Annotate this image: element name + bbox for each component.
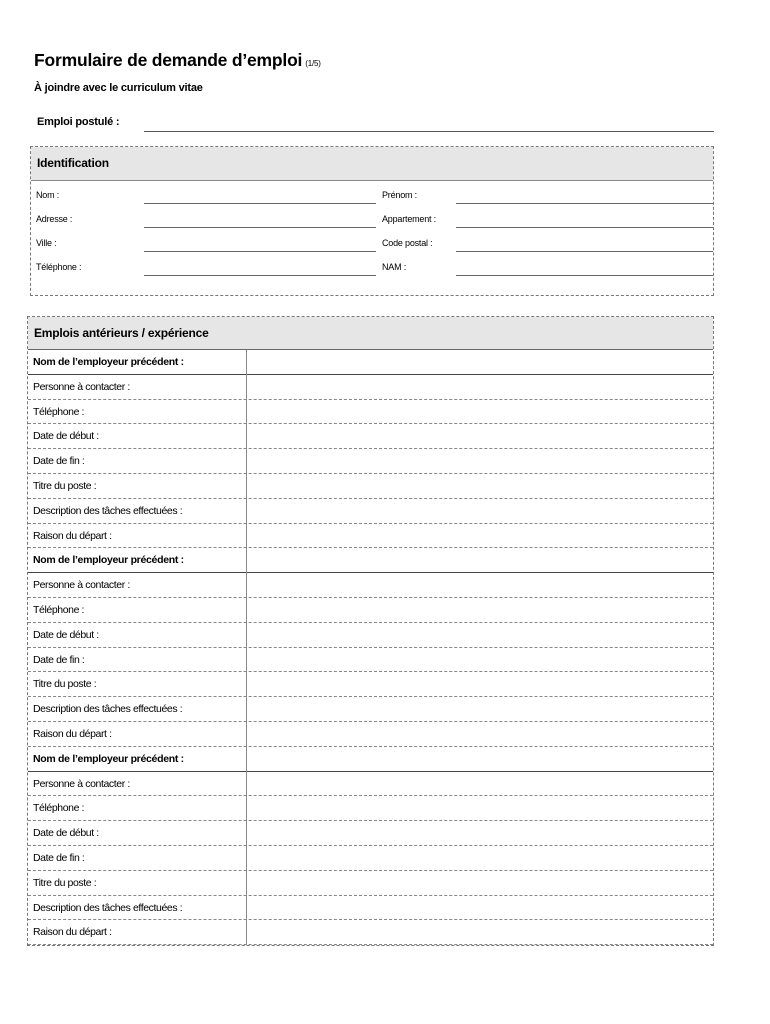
employment-field-row[interactable] (28, 772, 713, 797)
employment-field-label: Personne à contacter : (33, 579, 130, 592)
employment-field-label: Raison du départ : (33, 727, 112, 740)
employment-field-row[interactable] (28, 449, 713, 474)
employment-field-label: Date de début : (33, 827, 99, 840)
employment-field-label: Date de fin : (33, 455, 85, 468)
employment-field-row[interactable] (28, 672, 713, 697)
employer-label: Nom de l’employeur précédent : (33, 554, 184, 567)
employer-label: Nom de l’employeur précédent : (33, 356, 184, 368)
identification-left-field[interactable] (144, 203, 376, 204)
employment-field-label: Date de début : (33, 430, 99, 443)
identification-left-field[interactable] (144, 227, 376, 228)
employment-field-row[interactable] (28, 623, 713, 648)
employment-field-row[interactable] (28, 821, 713, 846)
identification-right-field[interactable] (456, 227, 713, 228)
employment-field-label: Téléphone : (33, 603, 85, 616)
employment-field-label: Téléphone : (33, 802, 85, 815)
employment-field-row[interactable] (28, 697, 713, 722)
employment-field-row[interactable] (28, 499, 713, 524)
employment-field-row[interactable] (28, 796, 713, 821)
employment-heading: Emplois antérieurs / expérience (28, 317, 713, 350)
employment-field-row[interactable] (28, 648, 713, 673)
page-indicator: (1/5) (305, 59, 321, 68)
employment-field-row[interactable] (28, 722, 713, 747)
employment-field-label: Titre du poste : (33, 876, 97, 889)
employment-field-row[interactable] (28, 896, 713, 921)
page-subtitle: À joindre avec le curriculum vitae (34, 82, 203, 94)
identification-right-label: Prénom : (382, 190, 417, 200)
employment-field-label: Titre du poste : (33, 678, 97, 691)
identification-right-field[interactable] (456, 251, 713, 252)
job-applied-label: Emploi postulé : (37, 116, 120, 128)
employment-field-label: Personne à contacter : (33, 777, 130, 790)
title-text: Formulaire de demande d’emploi (34, 50, 303, 70)
employment-rows (28, 350, 713, 945)
employment-field-row[interactable] (28, 846, 713, 871)
identification-left-field[interactable] (144, 251, 376, 252)
employment-field-row[interactable] (28, 524, 713, 549)
employment-field-label: Raison du départ : (33, 529, 112, 542)
employment-field-row[interactable] (28, 424, 713, 449)
employment-field-label: Date de fin : (33, 653, 85, 666)
employment-field-row[interactable] (28, 573, 713, 598)
identification-left-field[interactable] (144, 275, 376, 276)
identification-heading: Identification (31, 147, 713, 181)
employment-field-label: Téléphone : (33, 405, 85, 418)
employment-column-divider (246, 350, 247, 945)
identification-left-label: Téléphone : (36, 262, 82, 272)
identification-right-field[interactable] (456, 275, 713, 276)
employer-label: Nom de l’employeur précédent : (33, 752, 184, 765)
identification-left-label: Ville : (36, 238, 57, 248)
employment-field-label: Titre du poste : (33, 479, 97, 492)
employment-field-label: Date de fin : (33, 851, 85, 864)
identification-right-label: Appartement : (382, 214, 436, 224)
employment-field-label: Raison du départ : (33, 926, 112, 939)
employment-field-row[interactable] (28, 920, 713, 945)
page-title (34, 50, 321, 71)
identification-left-label: Adresse : (36, 214, 73, 224)
employment-field-row[interactable] (28, 598, 713, 623)
employer-row[interactable] (28, 747, 713, 772)
employment-field-label: Personne à contacter : (33, 380, 130, 393)
employment-section (27, 316, 714, 946)
identification-left-label: Nom : (36, 190, 60, 200)
identification-right-label: NAM : (382, 262, 407, 272)
job-applied-field[interactable] (144, 131, 714, 132)
identification-right-label: Code postal : (382, 238, 433, 248)
identification-section (30, 146, 714, 296)
identification-right-field[interactable] (456, 203, 713, 204)
job-applied-row (34, 114, 714, 132)
employment-field-row[interactable] (28, 375, 713, 400)
employment-field-label: Description des tâches effectuées : (33, 504, 183, 517)
employment-field-label: Description des tâches effectuées : (33, 901, 183, 914)
employment-field-label: Description des tâches effectuées : (33, 703, 183, 716)
employment-field-row[interactable] (28, 400, 713, 425)
employment-field-label: Date de début : (33, 628, 99, 641)
employer-row[interactable] (28, 548, 713, 573)
employer-row[interactable] (28, 350, 713, 375)
employment-field-row[interactable] (28, 474, 713, 499)
employment-field-row[interactable] (28, 871, 713, 896)
